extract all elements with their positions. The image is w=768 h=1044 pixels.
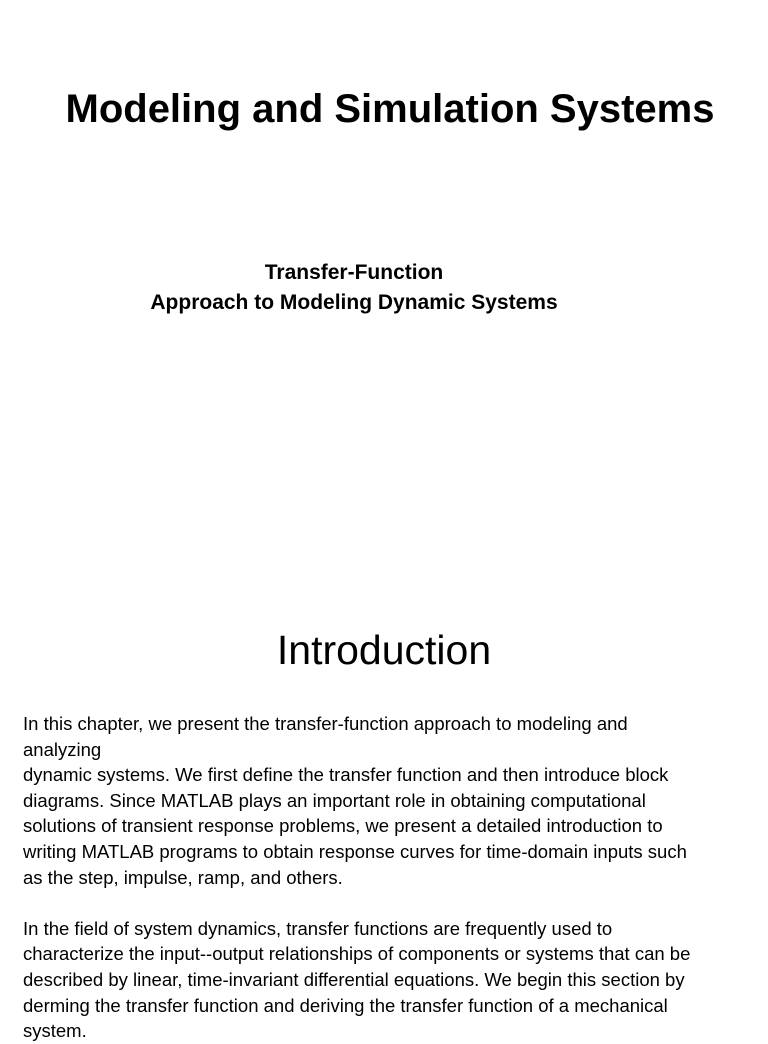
- document-subtitle: [0, 258, 708, 318]
- section-heading: Introduction: [276, 627, 492, 673]
- paragraph-1: [23, 711, 753, 890]
- text-line: In this chapter, we present the transfer-function approach to modeling and: [23, 713, 628, 734]
- text-line: described by linear, time-invariant differential equations. We begin this section by: [23, 968, 685, 990]
- introduction-slide: [0, 590, 768, 1042]
- document-title: Modeling and Simulation Systems: [65, 87, 715, 131]
- body-text: [23, 711, 753, 1044]
- text-line: dynamic systems. We first define the transfer function and then introduce block: [23, 764, 669, 786]
- text-line: derming the transfer function and deriving the transfer function of a mechanical: [23, 994, 668, 1016]
- subtitle-line: Approach to Modeling Dynamic Systems: [150, 291, 558, 314]
- text-line: as the step, impulse, ramp, and others.: [23, 866, 343, 888]
- paragraph-spacer: [23, 890, 753, 916]
- subtitle-line: Transfer-Function: [264, 261, 444, 284]
- text-line: In the field of system dynamics, transfer functions are frequently used to: [23, 917, 613, 939]
- text-line: system.: [23, 1020, 87, 1042]
- text-line: analyzing: [23, 738, 102, 760]
- paragraph-2: [23, 916, 753, 1044]
- text-line: diagrams. Since MATLAB plays an important role in obtaining computational: [23, 789, 646, 811]
- text-line: characterize the input--output relationships of components or systems that can be: [23, 943, 691, 965]
- text-line: writing MATLAB programs to obtain response curves for time-domain inputs such: [23, 840, 687, 862]
- text-line: solutions of transient response problems, we present a detailed introduction to: [23, 815, 663, 837]
